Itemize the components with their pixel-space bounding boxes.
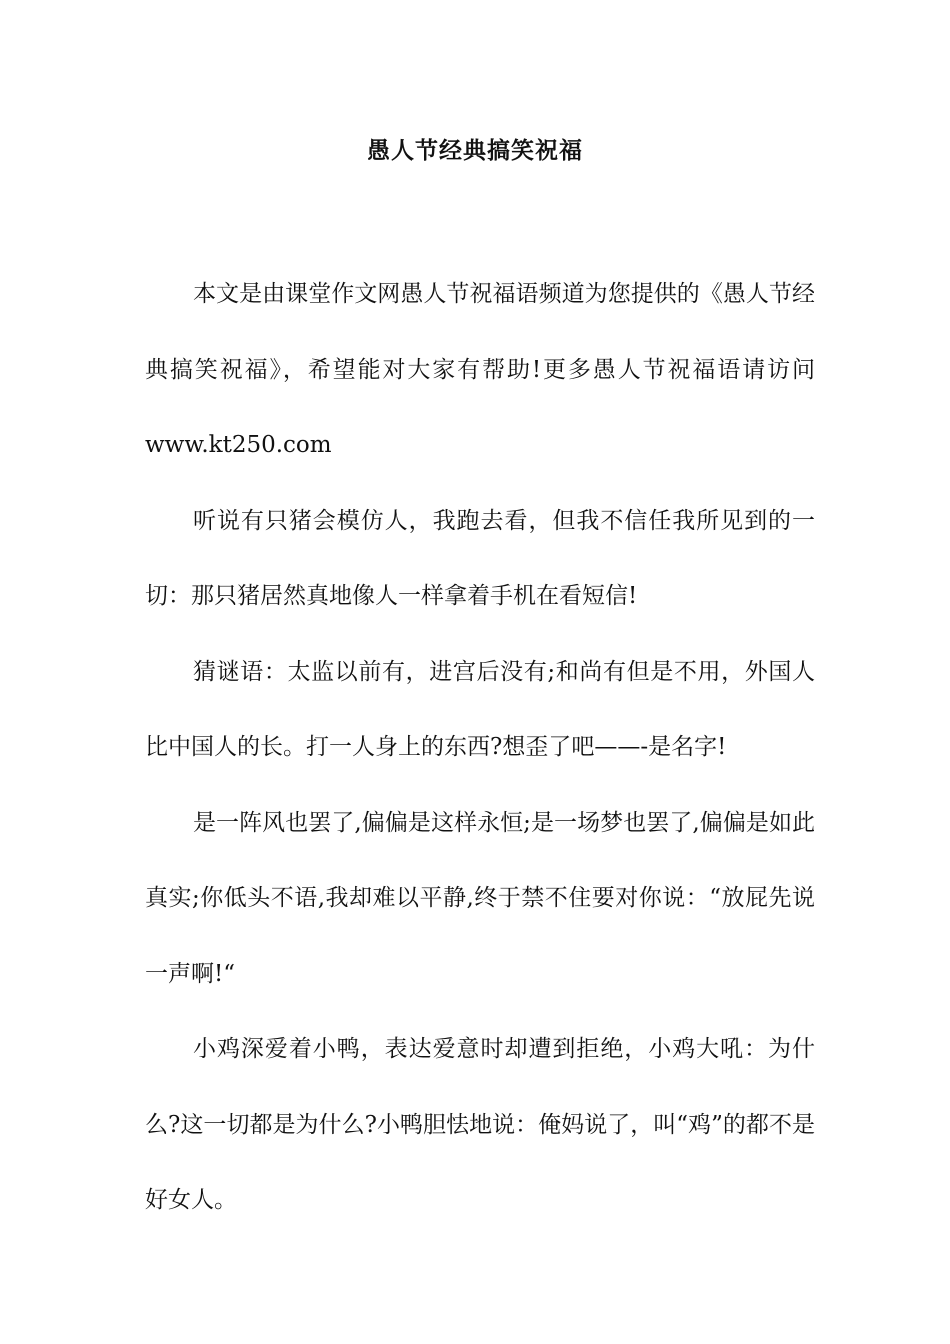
document-title: 愚人节经典搞笑祝福 — [367, 137, 583, 164]
paragraph-wind-dream: 是一阵风也罢了,偏偏是这样永恒;是一场梦也罢了,偏偏是如此真实;你低头不语,我却难以平静,终于禁不住要对你说：“放屁先说一声啊!“ — [145, 809, 815, 987]
paragraph-riddle: 猜谜语：太监以前有，进宫后没有;和尚有但是不用，外国人比中国人的长。打一人身上的东西?想歪了吧——-是名字! — [145, 658, 815, 760]
paragraph-intro: 本文是由课堂作文网愚人节祝福语频道为您提供的《愚人节经典搞笑祝福》，希望能对大家有帮助!更多愚人节祝福语请访问www.kt250.com — [145, 281, 815, 458]
paragraph-chicken-duck: 小鸡深爱着小鸭，表达爱意时却遭到拒绝，小鸡大吼：为什么?这一切都是为什么?小鸭胆怯地说：俺妈说了，叫“鸡”的都不是好女人。 — [145, 1036, 815, 1213]
document-body — [145, 257, 815, 1239]
paragraph-pig-joke: 听说有只猪会模仿人，我跑去看，但我不信任我所见到的一切：那只猪居然真地像人一样拿着手机在看短信! — [145, 507, 815, 609]
